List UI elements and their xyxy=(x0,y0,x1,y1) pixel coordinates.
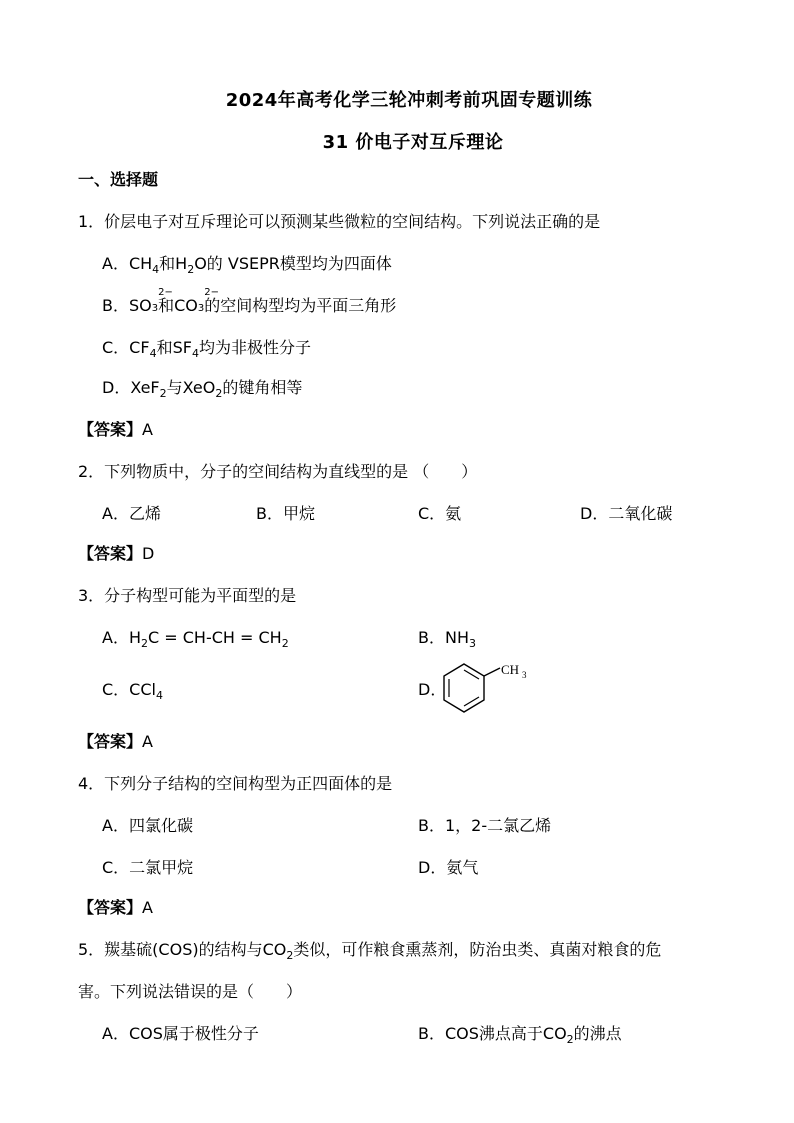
question-1-stem: 1．价层电子对互斥理论可以预测某些微粒的空间结构。下列说法正确的是 xyxy=(78,212,601,231)
document-subtitle: 31 价电子对互斥理论 xyxy=(322,132,504,153)
question-4-answer: 【答案】A xyxy=(78,898,153,917)
question-2-option-c: C．氨 xyxy=(418,504,462,523)
question-3-option-c: C．CCl$_4$ xyxy=(102,680,163,703)
question-5-stem-line-2: 害。下列说法错误的是（ ） xyxy=(78,982,303,1001)
methyl-subscript: 3 xyxy=(522,670,527,680)
toluene-structure-icon xyxy=(440,660,540,720)
question-3-answer: 【答案】A xyxy=(78,732,153,751)
question-4-option-a: A．四氯化碳 xyxy=(102,816,193,835)
question-1-answer: 【答案】A xyxy=(78,420,153,439)
question-1-option-b: B．SO 2− 3和CO 2− 3的空间构型均为平面三角形 xyxy=(102,287,397,315)
question-2-stem: 2．下列物质中，分子的空间结构为直线型的是 （ ） xyxy=(78,462,478,481)
question-3-stem: 3．分子构型可能为平面型的是 xyxy=(78,586,297,605)
question-4-stem: 4．下列分子结构的空间构型为正四面体的是 xyxy=(78,774,393,793)
question-2-option-b: B．甲烷 xyxy=(256,504,315,523)
question-2-option-d: D．二氧化碳 xyxy=(580,504,673,523)
question-2-option-a: A．乙烯 xyxy=(102,504,161,523)
section-heading: 一、选择题 xyxy=(78,170,159,189)
question-4-option-c: C．二氯甲烷 xyxy=(102,858,194,877)
question-3-option-d: D． xyxy=(418,680,447,699)
question-4-option-d: D．氨气 xyxy=(418,858,479,877)
question-1-option-c: C．$CF_4$和$SF_4$均为非极性分子 xyxy=(102,338,311,361)
document-title: 2024年高考化学三轮冲刺考前巩固专题训练 xyxy=(225,90,593,111)
question-1-option-a: A．$CH_4$和$H_2O$的 VSEPR模型均为四面体 xyxy=(102,254,392,277)
question-3-option-a: A．$H_2C = CH-CH = CH_2$ xyxy=(102,628,289,651)
question-5-option-b: B．COS沸点高于$CO_2$的沸点 xyxy=(418,1024,622,1047)
question-1-option-d: D．XeF$_2$与XeO$_2$的键角相等 xyxy=(102,378,303,401)
question-2-answer: 【答案】D xyxy=(78,544,155,563)
question-5-option-a: A．COS属于极性分子 xyxy=(102,1024,259,1043)
question-5-stem-line-1: 5．羰基硫(COS)的结构与$CO_2$类似，可作粮食熏蒸剂，防治虫类、真菌对粮食的危 xyxy=(78,940,662,963)
question-3-option-b: B．$NH_3$ xyxy=(418,628,476,651)
methyl-label: CH xyxy=(501,662,520,677)
question-4-option-b: B．1，2-二氯乙烯 xyxy=(418,816,552,835)
